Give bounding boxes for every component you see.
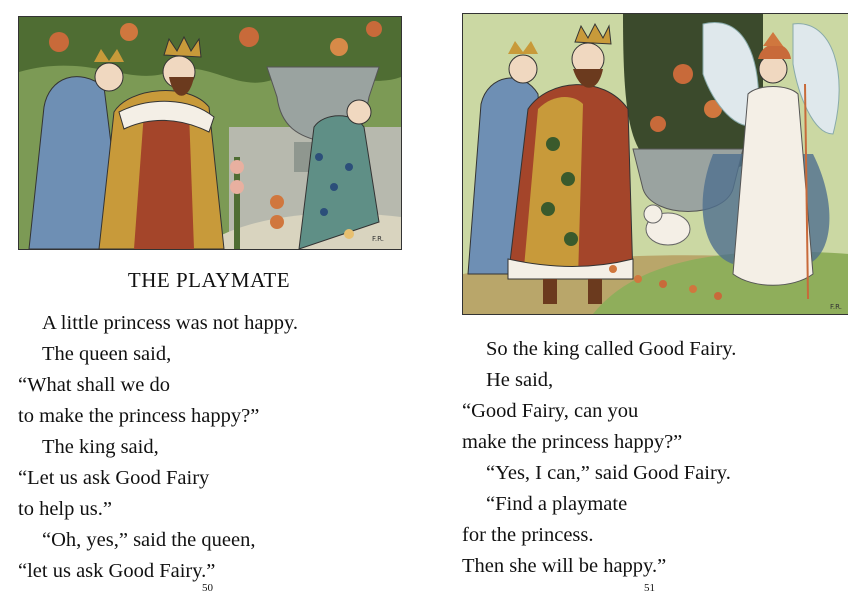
text-line: “Oh, yes,” said the queen,: [42, 529, 256, 551]
text-line: “Let us ask Good Fairy: [18, 467, 210, 489]
right-page: [424, 0, 848, 616]
illustration-signature: F.R.: [830, 303, 842, 311]
right-text-block: [462, 334, 736, 582]
text-line: make the princess happy?”: [462, 431, 683, 453]
text-line: So the king called Good Fairy.: [486, 338, 737, 360]
text-line: Then she will be happy.”: [462, 555, 667, 577]
text-line: “Yes, I can,” said Good Fairy.: [486, 462, 731, 484]
text-line: A little princess was not happy.: [42, 312, 299, 334]
text-line: The queen said,: [42, 343, 172, 365]
text-line: The king said,: [42, 436, 159, 458]
illustration-king-queen-princess: [18, 16, 402, 250]
illustration-king-meets-fairy: [462, 13, 848, 315]
text-line: He said,: [486, 369, 554, 391]
text-line: “What shall we do: [18, 374, 170, 396]
page-number: 51: [644, 582, 655, 594]
text-line: “let us ask Good Fairy.”: [18, 560, 216, 582]
text-line: for the princess.: [462, 524, 594, 546]
story-title: THE PLAYMATE: [127, 268, 291, 292]
illustration-signature: F.R.: [372, 235, 384, 243]
page-number: 50: [202, 582, 213, 594]
text-line: “Good Fairy, can you: [462, 400, 639, 422]
text-line: to make the princess happy?”: [18, 405, 260, 427]
text-line: to help us.”: [18, 498, 112, 520]
left-text-block: [18, 308, 298, 587]
text-line: “Find a playmate: [486, 493, 628, 515]
